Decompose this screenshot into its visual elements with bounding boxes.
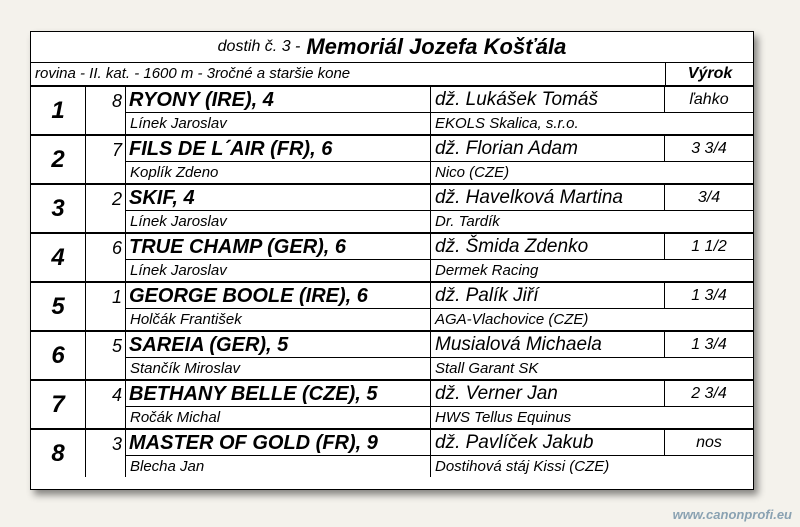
results-sheet [30, 31, 754, 490]
owner-name: EKOLS Skalica, s.r.o. [435, 115, 579, 132]
race-conditions: rovina - II. kat. - 1600 m - 3ročné a staršie kone [35, 65, 351, 82]
race-name: Memoriál Jozefa Košťála [306, 34, 567, 59]
jockey-name: dž. Lukášek Tomáš [431, 87, 665, 113]
start-number: 8 [86, 87, 126, 134]
margin-header: Výrok [665, 63, 754, 85]
owner-name: Nico (CZE) [435, 164, 510, 181]
jockey-name: dž. Havelková Martina [431, 185, 665, 211]
finish-place: 2 [31, 136, 86, 183]
winning-margin: 3 3/4 [665, 136, 753, 162]
watermark: www.canonprofi.eu [672, 507, 792, 522]
jockey-name: dž. Florian Adam [431, 136, 665, 162]
trainer-name: Línek Jaroslav [126, 113, 431, 134]
horse-name: MASTER OF GOLD (FR), 9 [126, 430, 431, 456]
result-row [31, 283, 753, 332]
horse-name: SAREIA (GER), 5 [126, 332, 431, 358]
horse-name: BETHANY BELLE (CZE), 5 [126, 381, 431, 407]
race-number: dostih č. 3 - [217, 38, 301, 55]
result-row [31, 332, 753, 381]
start-number: 1 [86, 283, 126, 330]
owner-name: Dostihová stáj Kissi (CZE) [435, 458, 610, 475]
horse-name: SKIF, 4 [126, 185, 431, 211]
trainer-name: Ročák Michal [126, 407, 431, 428]
horse-name: RYONY (IRE), 4 [126, 87, 431, 113]
owner-name: Stall Garant SK [435, 360, 539, 377]
race-conditions-row [31, 63, 753, 87]
jockey-name: dž. Šmida Zdenko [431, 234, 665, 260]
finish-place: 7 [31, 381, 86, 428]
start-number: 3 [86, 430, 126, 477]
trainer-name: Blecha Jan [126, 456, 431, 477]
result-row [31, 87, 753, 136]
start-number: 7 [86, 136, 126, 183]
horse-name: FILS DE L´AIR (FR), 6 [126, 136, 431, 162]
result-row [31, 136, 753, 185]
winning-margin: 1 3/4 [665, 332, 753, 358]
winning-margin: nos [665, 430, 753, 456]
finish-place: 8 [31, 430, 86, 477]
start-number: 2 [86, 185, 126, 232]
jockey-name: Musialová Michaela [431, 332, 665, 358]
jockey-name: dž. Pavlíček Jakub [431, 430, 665, 456]
result-row [31, 381, 753, 430]
winning-margin: 3/4 [665, 185, 753, 211]
trainer-name: Holčák František [126, 309, 431, 330]
finish-place: 5 [31, 283, 86, 330]
horse-name: GEORGE BOOLE (IRE), 6 [126, 283, 431, 309]
owner-name: Dermek Racing [435, 262, 539, 279]
start-number: 6 [86, 234, 126, 281]
winning-margin: 1 3/4 [665, 283, 753, 309]
winning-margin: 1 1/2 [665, 234, 753, 260]
finish-place: 1 [31, 87, 86, 134]
result-row [31, 430, 753, 479]
owner-name: Dr. Tardík [435, 213, 500, 230]
trainer-name: Koplík Zdeno [126, 162, 431, 183]
start-number: 4 [86, 381, 126, 428]
trainer-name: Línek Jaroslav [126, 211, 431, 232]
trainer-name: Línek Jaroslav [126, 260, 431, 281]
jockey-name: dž. Verner Jan [431, 381, 665, 407]
finish-place: 3 [31, 185, 86, 232]
winning-margin: 2 3/4 [665, 381, 753, 407]
jockey-name: dž. Palík Jiří [431, 283, 665, 309]
results-table [31, 87, 753, 479]
horse-name: TRUE CHAMP (GER), 6 [126, 234, 431, 260]
race-title-row [31, 32, 753, 63]
result-row [31, 185, 753, 234]
start-number: 5 [86, 332, 126, 379]
owner-name: HWS Tellus Equinus [435, 409, 572, 426]
trainer-name: Stančík Miroslav [126, 358, 431, 379]
finish-place: 4 [31, 234, 86, 281]
finish-place: 6 [31, 332, 86, 379]
result-row [31, 234, 753, 283]
winning-margin: ľahko [665, 87, 753, 113]
owner-name: AGA-Vlachovice (CZE) [435, 311, 589, 328]
